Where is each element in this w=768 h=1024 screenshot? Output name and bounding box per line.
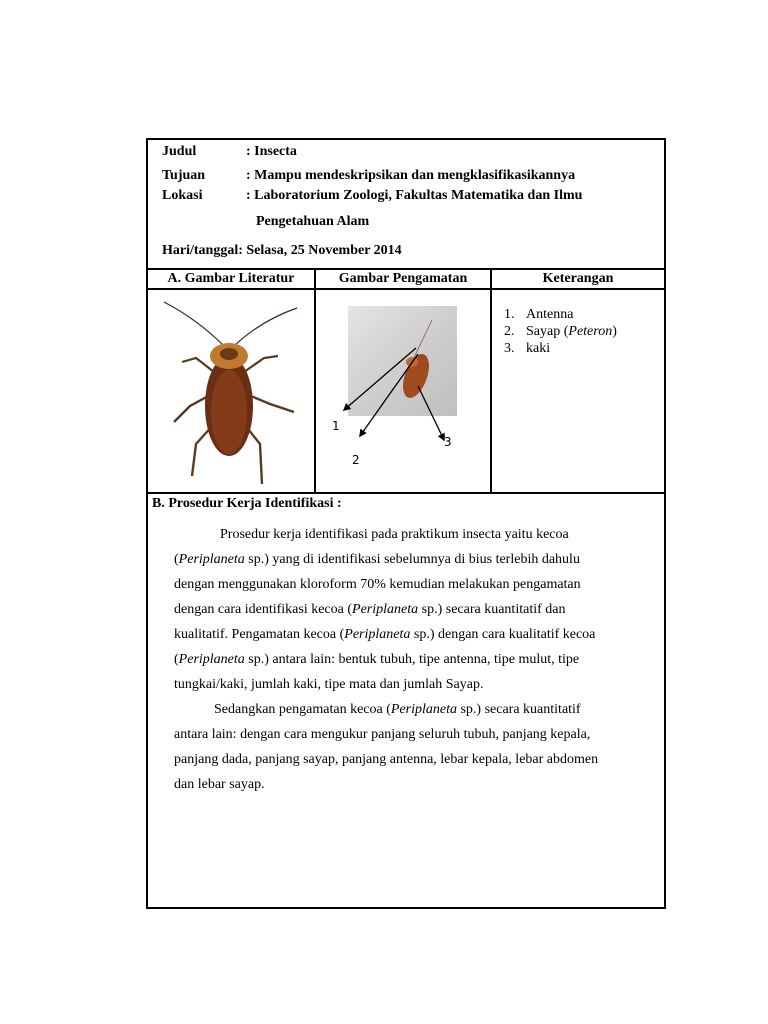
paragraph-line: tungkai/kaki, jumlah kaki, tipe mata dan jumlah Sayap. (174, 677, 484, 692)
paragraph-line: antara lain: dengan cara mengukur panjang seluruh tubuh, panjang kepala, (174, 727, 591, 742)
col-gambar-literatur: A. Gambar Literatur (167, 271, 295, 286)
report-sheet (146, 138, 666, 909)
paragraph-line: dengan menggunakan kloroform 70% kemudian melakukan pengamatan (174, 577, 581, 592)
lokasi-value-cont: Pengetahuan Alam (256, 214, 370, 229)
image-row (148, 290, 664, 494)
lokasi-label: Lokasi (162, 188, 203, 203)
list-item: 1. Antenna (504, 307, 574, 322)
report-header (148, 140, 664, 270)
judul-value: : Insecta (246, 144, 297, 159)
col-keterangan: Keterangan (542, 271, 614, 286)
label-2: 2 (352, 453, 360, 467)
paragraph-line: dengan cara identifikasi kecoa (Periplaneta sp.) secara kuantitatif dan (174, 602, 566, 617)
paragraph-line: panjang dada, panjang sayap, panjang antenna, lebar kepala, lebar abdomen (174, 752, 599, 767)
list-item: 3. kaki (504, 341, 551, 356)
paragraph-line: Prosedur kerja identifikasi pada praktikum insecta yaitu kecoa (220, 527, 569, 542)
paragraph-line: (Periplaneta sp.) yang di identifikasi sebelumnya di bius terlebih dahulu (174, 552, 580, 567)
tujuan-label: Tujuan (162, 168, 206, 183)
pointer-arrows (148, 290, 490, 492)
lokasi-value: : Laboratorium Zoologi, Fakultas Matematika dan Ilmu (246, 188, 583, 203)
section-b-title: B. Prosedur Kerja Identifikasi : (152, 496, 342, 511)
tujuan-value: : Mampu mendeskripsikan dan mengklasifikasikannya (246, 168, 576, 183)
paragraph-line: kualitatif. Pengamatan kecoa (Periplaneta sp.) dengan cara kualitatif kecoa (174, 627, 596, 642)
label-3: 3 (444, 435, 452, 449)
label-1: 1 (332, 419, 340, 433)
keterangan-list (504, 306, 617, 357)
hari-tanggal: Hari/tanggal: Selasa, 25 November 2014 (162, 243, 402, 258)
judul-label: Judul (162, 144, 197, 159)
paragraph-line: dan lebar sayap. (174, 777, 265, 792)
paragraph-line: Sedangkan pengamatan kecoa (Periplaneta sp.) secara kuantitatif (214, 702, 581, 717)
column-header-row (148, 270, 664, 290)
col-gambar-pengamatan: Gambar Pengamatan (338, 271, 468, 286)
list-item: 2. Sayap (Peteron) (504, 324, 617, 339)
paragraph-line: (Periplaneta sp.) antara lain: bentuk tubuh, tipe antenna, tipe mulut, tipe (174, 652, 580, 667)
procedure-text (174, 522, 659, 797)
